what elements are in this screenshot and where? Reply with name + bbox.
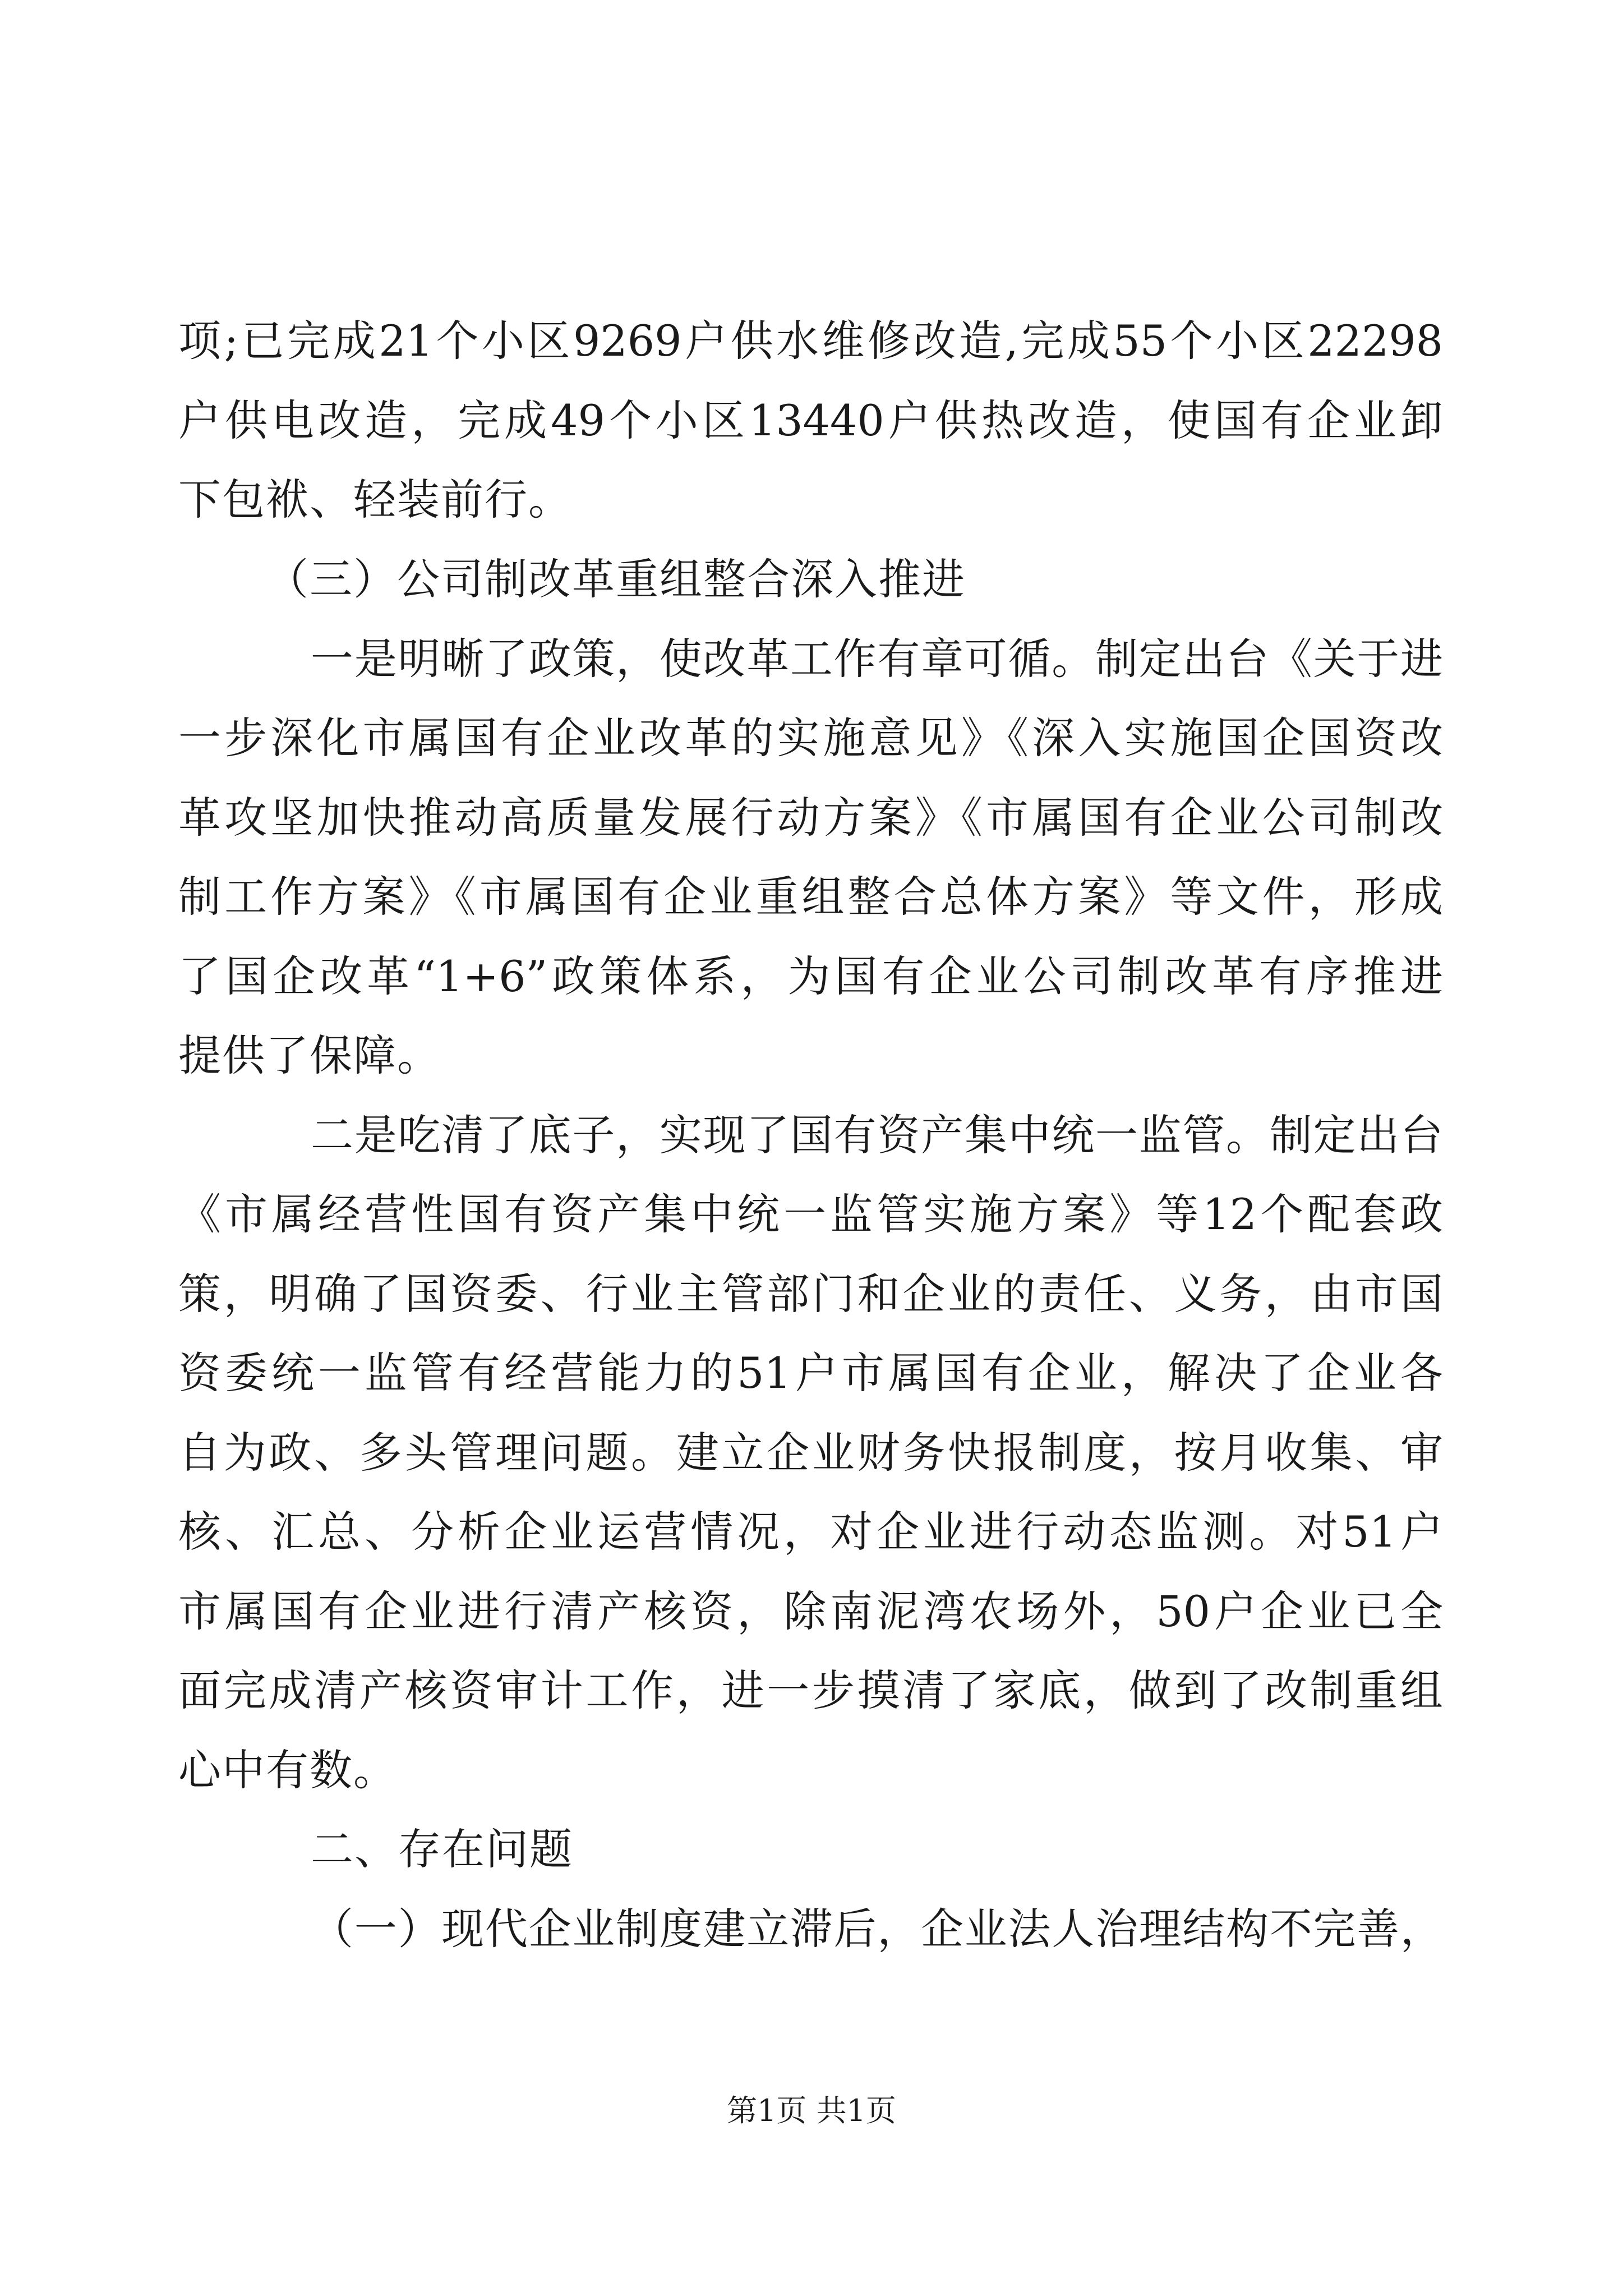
paragraph-line: 策，明确了国资委、行业主管部门和企业的责任、义务，由市国 bbox=[178, 1269, 1443, 1319]
paragraph-line: 下包袱、轻装前行。 bbox=[178, 475, 572, 524]
paragraph-line: 心中有数。 bbox=[178, 1745, 397, 1795]
paragraph-line: 户供电改造，完成49个小区13440户供热改造，使国有企业卸 bbox=[178, 395, 1443, 445]
paragraph-line: （一）现代企业制度建立滞后，企业法人治理结构不完善， bbox=[311, 1904, 1443, 1954]
paragraph-line: 革攻坚加快推动高质量发展行动方案》《市属国有企业公司制改 bbox=[178, 793, 1443, 843]
page-footer: 第1页 共1页 bbox=[727, 2093, 896, 2128]
paragraph-line: 面完成清产核资审计工作，进一步摸清了家底，做到了改制重组 bbox=[178, 1665, 1443, 1715]
paragraph-line: 二是吃清了底子，实现了国有资产集中统一监管。制定出台 bbox=[311, 1110, 1443, 1160]
paragraph-line: 一步深化市属国有企业改革的实施意见》《深入实施国企国资改 bbox=[178, 713, 1443, 763]
paragraph-line: 自为政、多头管理问题。建立企业财务快报制度，按月收集、审 bbox=[178, 1428, 1443, 1478]
paragraph-line: 市属国有企业进行清产核资，除南泥湾农场外，50户企业已全 bbox=[178, 1586, 1443, 1636]
paragraph-line: 了国企改革“1+6”政策体系，为国有企业公司制改革有序推进 bbox=[178, 951, 1443, 1001]
section-heading: （三）公司制改革重组整合深入推进 bbox=[266, 554, 966, 604]
paragraph-line: 制工作方案》《市属国有企业重组整合总体方案》等文件，形成 bbox=[178, 872, 1443, 922]
paragraph-line: 一是明晰了政策，使改革工作有章可循。制定出台《关于进 bbox=[311, 634, 1443, 684]
paragraph-line: 项;已完成21个小区9269户供水维修改造,完成55个小区22298 bbox=[178, 316, 1443, 366]
paragraph-line: 核、汇总、分析企业运营情况，对企业进行动态监测。对51户 bbox=[178, 1507, 1443, 1557]
section-heading: 二、存在问题 bbox=[311, 1824, 573, 1874]
paragraph-line: 资委统一监管有经营能力的51户市属国有企业，解决了企业各 bbox=[178, 1348, 1443, 1398]
paragraph-line: 提供了保障。 bbox=[178, 1030, 441, 1080]
paragraph-line: 《市属经营性国有资产集中统一监管实施方案》等12个配套政 bbox=[178, 1189, 1443, 1239]
